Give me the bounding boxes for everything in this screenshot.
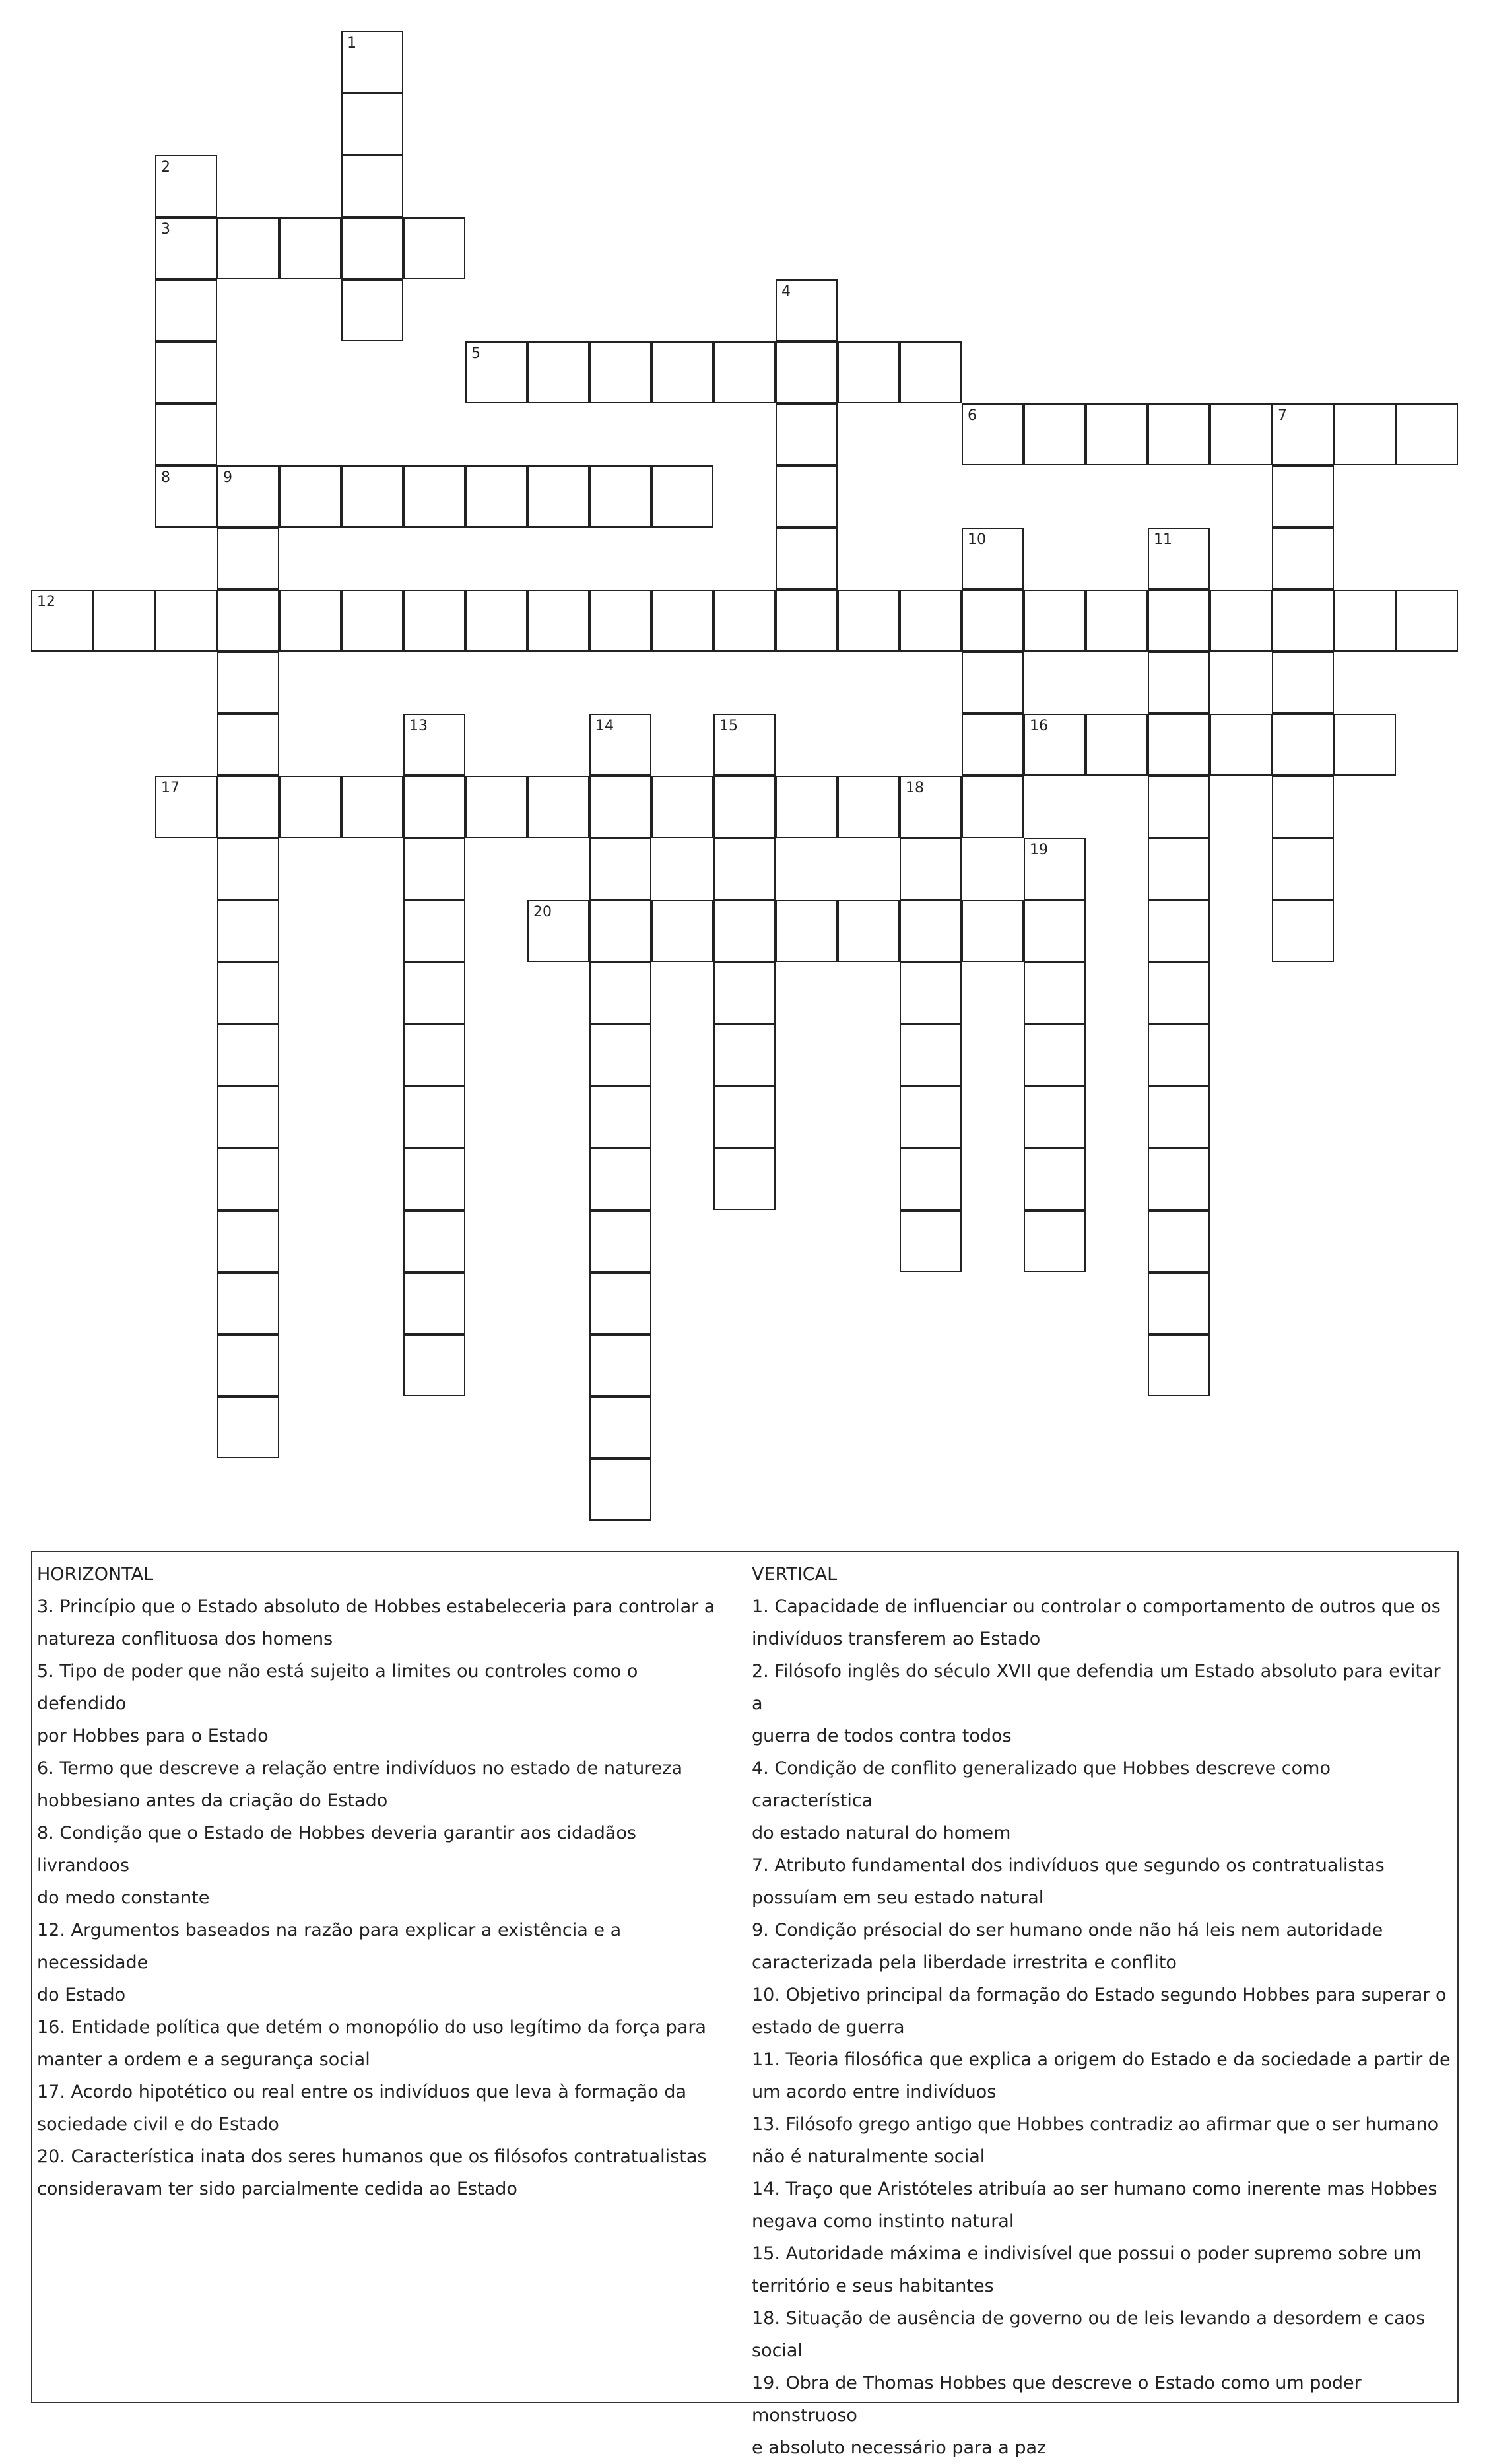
grid-cell[interactable] [403,217,465,279]
grid-cell[interactable] [900,900,962,962]
vertical-clue-line: indivíduos transferem ao Estado [752,1629,1041,1649]
grid-cell[interactable] [776,403,838,465]
grid-cell[interactable] [713,1148,776,1210]
clue-number: 16 [1030,718,1048,734]
horizontal-clue-line: 8. Condição que o Estado de Hobbes deveria garantir aos cidadãos livrandoos [37,1823,636,1876]
grid-cell[interactable] [713,590,776,652]
grid-cell[interactable] [527,900,589,962]
vertical-clue-line: 18. Situação de ausência de governo ou de leis levando a desordem e caos [752,2308,1426,2329]
vertical-clue-line: 9. Condição présocial do ser humano onde não há leis nem autoridade [752,1920,1383,1940]
clue-number: 2 [161,159,170,176]
clue-number: 11 [1154,531,1172,548]
grid-cell[interactable] [838,590,900,652]
grid-cell[interactable] [589,1458,651,1521]
grid-cell[interactable] [1272,465,1334,528]
grid-cell[interactable] [217,1148,279,1210]
grid-cell[interactable] [900,1148,962,1210]
horizontal-clue-line: manter a ordem e a segurança social [37,2049,370,2070]
grid-cell[interactable] [1148,652,1210,714]
grid-cell[interactable] [1148,900,1210,962]
grid-cell[interactable] [1272,528,1334,590]
grid-cell[interactable] [1148,1148,1210,1210]
grid-cell[interactable] [1024,403,1086,465]
grid-cell[interactable] [713,962,776,1024]
grid-cell[interactable] [900,1210,962,1272]
grid-cell[interactable] [776,900,838,962]
grid-cell[interactable] [962,590,1024,652]
grid-cell[interactable] [1148,1086,1210,1148]
grid-cell[interactable] [217,590,279,652]
grid-cell[interactable] [1148,403,1210,465]
vertical-clue-line: 1. Capacidade de influenciar ou controlar o comportamento de outros que os [752,1596,1441,1617]
grid-cell[interactable] [776,279,838,341]
grid-cell[interactable] [155,279,217,341]
grid-cell[interactable] [217,1396,279,1458]
grid-cell[interactable] [589,776,651,838]
grid-cell[interactable] [838,776,900,838]
grid-cell[interactable] [403,1334,465,1396]
grid-cell[interactable] [589,1334,651,1396]
grid-cell[interactable] [589,714,651,776]
clue-number: 18 [906,780,924,796]
grid-cell[interactable] [900,1086,962,1148]
grid-cell[interactable] [403,962,465,1024]
vertical-clue-line: guerra de todos contra todos [752,1726,1012,1746]
grid-cell[interactable] [1210,403,1272,465]
grid-cell[interactable] [217,1334,279,1396]
grid-cell[interactable] [217,652,279,714]
grid-cell[interactable] [589,1148,651,1210]
grid-cell[interactable] [589,1210,651,1272]
grid-cell[interactable] [1024,838,1086,900]
vertical-clue-line: 19. Obra de Thomas Hobbes que descreve o Estado como um poder monstruoso [752,2373,1362,2426]
grid-cell[interactable] [1024,590,1086,652]
grid-cell[interactable] [962,528,1024,590]
grid-cell[interactable] [1024,1210,1086,1272]
grid-cell[interactable] [1272,838,1334,900]
vertical-clue-line: território e seus habitantes [752,2276,994,2296]
grid-cell[interactable] [217,1210,279,1272]
vertical-clue-line: 14. Traço que Aristóteles atribuía ao ser humano como inerente mas Hobbes [752,2179,1438,2199]
clue-number: 17 [161,780,180,796]
grid-cell[interactable] [776,528,838,590]
clue-number: 19 [1030,842,1048,858]
grid-cell[interactable] [217,465,279,528]
grid-cell[interactable] [589,1086,651,1148]
grid-cell[interactable] [403,590,465,652]
clue-number: 14 [595,718,614,734]
grid-cell[interactable] [1024,962,1086,1024]
clue-number: 3 [161,221,170,238]
grid-cell[interactable] [465,590,527,652]
grid-cell[interactable] [403,838,465,900]
vertical-clue-line: negava como instinto natural [752,2211,1014,2232]
horizontal-clue-line: 3. Princípio que o Estado absoluto de Hobbes estabeleceria para controlar a [37,1596,715,1617]
clue-number: 15 [719,718,738,734]
grid-cell[interactable] [217,838,279,900]
horizontal-clue-line: por Hobbes para o Estado [37,1726,269,1746]
vertical-clue-line: possuíam em seu estado natural [752,1888,1044,1908]
grid-cell[interactable] [776,341,838,403]
grid-cell[interactable] [651,590,713,652]
grid-cell[interactable] [527,590,589,652]
grid-cell[interactable] [1148,838,1210,900]
vertical-clue-line: caracterizada pela liberdade irrestrita e conflito [752,1952,1177,1973]
vertical-clues [752,1559,1451,2464]
grid-cell[interactable] [403,714,465,776]
grid-cell[interactable] [962,652,1024,714]
grid-cell[interactable] [279,465,341,528]
grid-cell[interactable] [341,217,403,279]
grid-cell[interactable] [31,590,93,652]
grid-cell[interactable] [403,1272,465,1334]
grid-cell[interactable] [217,714,279,776]
clue-number: 8 [161,469,170,486]
grid-cell[interactable] [1148,1024,1210,1086]
grid-cell[interactable] [527,341,589,403]
grid-cell[interactable] [217,900,279,962]
grid-cell[interactable] [403,900,465,962]
horizontal-clue-line: 16. Entidade política que detém o monopólio do uso legítimo da força para [37,2017,706,2037]
grid-cell[interactable] [838,341,900,403]
grid-cell[interactable] [341,279,403,341]
grid-cell[interactable] [1148,1272,1210,1334]
grid-cell[interactable] [900,1024,962,1086]
grid-cell[interactable] [1024,1148,1086,1210]
vertical-clue-line: do estado natural do homem [752,1823,1011,1843]
grid-cell[interactable] [527,776,589,838]
clue-number: 20 [533,904,552,920]
grid-cell[interactable] [900,962,962,1024]
grid-cell[interactable] [527,465,589,528]
horizontal-clue-line: 12. Argumentos baseados na razão para explicar a existência e a necessidade [37,1920,622,1973]
grid-cell[interactable] [465,341,527,403]
grid-cell[interactable] [1334,403,1396,465]
grid-cell[interactable] [651,465,713,528]
grid-cell[interactable] [217,776,279,838]
horizontal-clue-line: 6. Termo que descreve a relação entre indivíduos no estado de natureza [37,1758,683,1779]
grid-cell[interactable] [155,776,217,838]
vertical-clue-line: 11. Teoria filosófica que explica a origem do Estado e da sociedade a partir de [752,2049,1451,2070]
grid-cell[interactable] [589,1024,651,1086]
grid-cell[interactable] [1272,900,1334,962]
grid-cell[interactable] [155,403,217,465]
grid-cell[interactable] [1148,1334,1210,1396]
grid-cell[interactable] [1334,590,1396,652]
grid-cell[interactable] [1086,590,1148,652]
grid-cell[interactable] [1334,714,1396,776]
grid-cell[interactable] [341,590,403,652]
grid-cell[interactable] [341,465,403,528]
grid-cell[interactable] [589,465,651,528]
horizontal-clue-line: 5. Tipo de poder que não está sujeito a limites ou controles como o defendido [37,1661,638,1714]
grid-cell[interactable] [155,217,217,279]
grid-cell[interactable] [155,590,217,652]
horizontal-clue-line: natureza conflituosa dos homens [37,1629,333,1649]
grid-cell[interactable] [713,1024,776,1086]
vertical-clue-line: um acordo entre indivíduos [752,2082,997,2102]
grid-cell[interactable] [465,776,527,838]
horizontal-clue-line: consideravam ter sido parcialmente cedida ao Estado [37,2179,517,2199]
horizontal-clue-line: hobbesiano antes da criação do Estado [37,1791,388,1811]
grid-cell[interactable] [341,155,403,217]
clue-number: 13 [409,718,428,734]
grid-cell[interactable] [589,590,651,652]
grid-cell[interactable] [1396,590,1458,652]
grid-cell[interactable] [589,1396,651,1458]
grid-cell[interactable] [1024,1086,1086,1148]
grid-cell[interactable] [962,776,1024,838]
clue-number: 4 [781,283,791,300]
grid-cell[interactable] [962,900,1024,962]
grid-cell[interactable] [279,590,341,652]
grid-cell[interactable] [900,341,962,403]
vertical-clue-line: social [752,2341,803,2361]
grid-cell[interactable] [279,776,341,838]
grid-cell[interactable] [155,465,217,528]
grid-cell[interactable] [1272,776,1334,838]
grid-cell[interactable] [713,838,776,900]
grid-cell[interactable] [1024,900,1086,962]
vertical-clue-line: 4. Condição de conflito generalizado que Hobbes descreve como característica [752,1758,1331,1811]
horizontal-clue-line: do medo constante [37,1888,210,1908]
grid-cell[interactable] [217,962,279,1024]
grid-cell[interactable] [1148,714,1210,776]
clue-number: 1 [347,35,356,51]
grid-cell[interactable] [465,465,527,528]
grid-cell[interactable] [713,900,776,962]
grid-cell[interactable] [341,93,403,155]
grid-cell[interactable] [217,528,279,590]
horizontal-heading: HORIZONTAL [37,1564,154,1585]
grid-cell[interactable] [713,714,776,776]
vertical-clue-line: 7. Atributo fundamental dos indivíduos que segundo os contratualistas [752,1855,1385,1876]
grid-cell[interactable] [155,341,217,403]
clues-box [31,1551,1459,2458]
vertical-clue-line: 10. Objetivo principal da formação do Estado segundo Hobbes para superar o [752,1985,1447,2005]
grid-cell[interactable] [403,465,465,528]
grid-cell[interactable] [1148,528,1210,590]
grid-cell[interactable] [403,1148,465,1210]
clue-number: 7 [1278,407,1287,424]
grid-cell[interactable] [713,341,776,403]
grid-cell[interactable] [93,590,155,652]
clue-number: 5 [471,345,480,362]
horizontal-clue-list [37,1591,723,2205]
grid-cell[interactable] [1148,590,1210,652]
grid-cell[interactable] [962,714,1024,776]
grid-cell[interactable] [403,1024,465,1086]
clue-number: 12 [37,594,55,610]
grid-cell[interactable] [838,900,900,962]
grid-cell[interactable] [1086,714,1148,776]
grid-cell[interactable] [217,217,279,279]
horizontal-clues [37,1559,723,2205]
grid-cell[interactable] [217,1086,279,1148]
grid-cell[interactable] [713,1086,776,1148]
grid-cell[interactable] [589,1272,651,1334]
grid-cell[interactable] [589,341,651,403]
horizontal-clue-line: sociedade civil e do Estado [37,2114,279,2135]
grid-cell[interactable] [589,838,651,900]
grid-cell[interactable] [1272,403,1334,465]
grid-cell[interactable] [1148,962,1210,1024]
vertical-clue-line: estado de guerra [752,2017,905,2037]
clue-number: 10 [968,531,986,548]
grid-cell[interactable] [589,962,651,1024]
grid-cell[interactable] [1086,403,1148,465]
grid-cell[interactable] [962,403,1024,465]
horizontal-clue-line: 17. Acordo hipotético ou real entre os indivíduos que leva à formação da [37,2082,687,2102]
grid-cell[interactable] [776,465,838,528]
grid-cell[interactable] [1024,714,1086,776]
grid-cell[interactable] [217,1272,279,1334]
grid-cell[interactable] [403,1210,465,1272]
grid-cell[interactable] [1024,1024,1086,1086]
grid-cell[interactable] [341,776,403,838]
grid-cell[interactable] [776,776,838,838]
vertical-clue-line: e absoluto necessário para a paz [752,2438,1047,2458]
vertical-clue-line: 15. Autoridade máxima e indivisível que possui o poder supremo sobre um [752,2243,1422,2264]
grid-cell[interactable] [155,155,217,217]
grid-cell[interactable] [713,776,776,838]
grid-cell[interactable] [651,900,713,962]
grid-cell[interactable] [341,31,403,93]
grid-cell[interactable] [900,838,962,900]
vertical-clue-line: 2. Filósofo inglês do século XVII que defendia um Estado absoluto para evitar a [752,1661,1441,1714]
grid-cell[interactable] [651,341,713,403]
grid-cell[interactable] [651,776,713,838]
grid-cell[interactable] [1210,714,1272,776]
grid-cell[interactable] [1272,590,1334,652]
vertical-clue-line: 13. Filósofo grego antigo que Hobbes contradiz ao afirmar que o ser humano [752,2114,1439,2135]
clue-number: 6 [968,407,977,424]
grid-cell[interactable] [900,776,962,838]
grid-cell[interactable] [1210,590,1272,652]
grid-cell[interactable] [1148,776,1210,838]
grid-cell[interactable] [279,217,341,279]
grid-cell[interactable] [1272,652,1334,714]
vertical-clue-line: não é naturalmente social [752,2146,985,2167]
vertical-heading: VERTICAL [752,1564,838,1585]
horizontal-clue-line: do Estado [37,1985,126,2005]
grid-cell[interactable] [1396,403,1458,465]
clue-number: 9 [223,469,232,486]
grid-cell[interactable] [403,1086,465,1148]
grid-cell[interactable] [217,1024,279,1086]
grid-cell[interactable] [403,776,465,838]
horizontal-clue-line: 20. Característica inata dos seres humanos que os filósofos contratualistas [37,2146,707,2167]
vertical-clue-list [752,1591,1451,2464]
grid-cell[interactable] [589,900,651,962]
grid-cell[interactable] [1148,1210,1210,1272]
grid-cell[interactable] [776,590,838,652]
grid-cell[interactable] [1272,714,1334,776]
grid-cell[interactable] [900,590,962,652]
